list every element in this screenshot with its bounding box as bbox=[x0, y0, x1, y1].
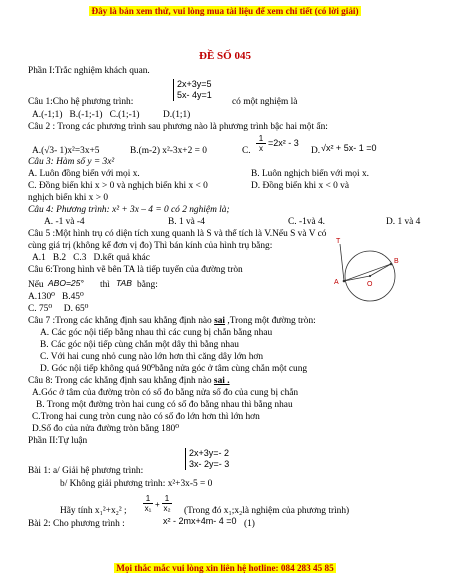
q1-eq2: 5x- 4y=1 bbox=[177, 90, 212, 100]
q6-line2-angle: ABO=25° bbox=[48, 278, 84, 288]
q7-text: Câu 7 :Trong các khẳng định sau khẳng định nào sai ,Trong một đường tròn: bbox=[28, 316, 316, 326]
q6-options-2: C. 75⁰ D. 65⁰ bbox=[28, 304, 89, 314]
figure-label-a: A bbox=[334, 279, 339, 286]
b1-part-c-b: (Trong đó x₁;x₂là nghiệm của phương trình) bbox=[184, 506, 350, 516]
q5-line2: cùng giá trị (không kể đơn vị đo) Thì bán kính của hình trụ bằng: bbox=[28, 241, 273, 251]
part2-heading: Phần II:Tự luận bbox=[28, 436, 88, 446]
document-title: ĐỀ SỐ 045 bbox=[199, 50, 251, 62]
figure-radius-bo bbox=[370, 264, 391, 276]
q6-line2-thi: thì bbox=[100, 280, 110, 290]
q8-option-d: D.Số đo của nửa đường tròn bằng 180⁰ bbox=[32, 424, 179, 434]
q8-option-c: C.Trong hai cung tròn cung nào có số đo lớn hơn thì lớn hơn bbox=[32, 412, 260, 422]
q2-text: Câu 2 : Trong các phương trình sau phương nào là phương trình bậc hai một ẩn: bbox=[28, 122, 328, 132]
q4-text: Câu 4: Phương trình: x² + 3x – 4 = 0 có 2 nghiệm là; bbox=[28, 205, 230, 215]
q6-options-1: A.130⁰ B.45⁰ bbox=[28, 292, 84, 302]
q4-option-a: A. -1 và -4 bbox=[44, 217, 85, 227]
q8-text: Câu 8: Trong các khẳng định sau khẳng định nào sai . bbox=[28, 376, 230, 386]
q7-option-d: D. Góc nội tiếp không quá 90⁰bằng nửa góc ở tâm cùng chắn một cung bbox=[40, 364, 308, 374]
q2-option-a: A.(√3- 1)x²=3x+5 bbox=[32, 146, 100, 156]
q5-options: A.1 B.2 C.3 D.kết quả khác bbox=[32, 253, 150, 263]
q5-line1: Câu 5 :Một hình trụ có diện tích xung quanh là S và thể tích là V.Nếu S và V có bbox=[28, 229, 327, 239]
figure-tangent-line bbox=[340, 244, 344, 281]
q6-line2-a: Nếu bbox=[28, 280, 44, 290]
q4-option-d: D. 1 và 4 bbox=[386, 217, 421, 227]
q3-option-d1: D. Đồng biến khi x < 0 và bbox=[251, 181, 349, 191]
b2-tag: (1) bbox=[244, 519, 255, 529]
q6-line2-tab: TAB bbox=[116, 278, 132, 288]
b1-part-b: b/ Không giải phương trình: x²+3x-5 = 0 bbox=[60, 479, 213, 489]
b1-frac-plus: + bbox=[155, 500, 160, 509]
b1-text: Bài 1: a/ Giải hệ phương trình: bbox=[28, 466, 144, 476]
q7-option-b: B. Các góc nội tiếp cùng chắn một dây thì bằng nhau bbox=[40, 340, 239, 350]
b1-frac-2: $\frac{1}{\text{x₂}}$ bbox=[163, 494, 171, 513]
q2-option-c-rest: =2x² - 3 bbox=[268, 138, 299, 148]
q8-option-b: B. Trong một đường tròn hai cung có số đo bằng nhau thì bằng nhau bbox=[36, 400, 293, 410]
part1-heading: Phần I:Trắc nghiệm khách quan. bbox=[28, 66, 150, 76]
q3-option-d2: nghịch biến khi x > 0 bbox=[28, 193, 109, 203]
q1-eq1: 2x+3y=5 bbox=[177, 79, 212, 89]
footer-banner: Mọi thắc mắc vui lòng xin liên hệ hotline: 084 283 45 85 bbox=[116, 563, 334, 573]
q2-option-c-fraction: $\frac{1}{x}$ bbox=[256, 134, 266, 153]
q2-option-c-label: C. bbox=[242, 146, 251, 156]
q1-system bbox=[173, 79, 212, 101]
figure-label-b: B bbox=[394, 258, 399, 265]
q6-tangent-figure bbox=[330, 234, 404, 308]
figure-label-o: O bbox=[367, 281, 373, 288]
b1-part-c-a: Hãy tính x₁²+x₂² ; bbox=[60, 506, 127, 516]
q3-option-b: B. Luôn nghịch biến với mọi x. bbox=[251, 169, 369, 179]
q3-option-c: C. Đồng biến khi x > 0 và nghịch biến khi x < 0 bbox=[28, 181, 208, 191]
q6-line2-bang: bằng: bbox=[137, 280, 158, 290]
q4-option-c: C. -1và 4. bbox=[288, 217, 325, 227]
b2-text: Bài 2: Cho phương trình : bbox=[28, 519, 125, 529]
q2-option-d-expr: √x² + 5x- 1 =0 bbox=[321, 143, 377, 153]
q8-option-a: A.Góc ở tâm của đường tròn có số đo bằng nửa số đo của cung bị chắn bbox=[32, 388, 299, 398]
q3-option-a: A. Luôn đồng biến với mọi x. bbox=[28, 169, 140, 179]
q2-option-d-label: D. bbox=[311, 146, 321, 156]
b1-eq2: 3x- 2y=- 3 bbox=[189, 459, 230, 469]
q4-option-b: B. 1 và -4 bbox=[168, 217, 205, 227]
header-banner: Đây là bản xem thử, vui lòng mua tài liệu để xem chi tiết (có lời giải) bbox=[91, 6, 359, 16]
figure-label-t: T bbox=[336, 238, 341, 245]
b2-equation: x² - 2mx+4m- 4 =0 bbox=[163, 516, 237, 526]
q1-prefix: Câu 1:Cho hệ phương trình: bbox=[28, 97, 134, 107]
figure-chord-ab bbox=[344, 264, 391, 281]
q2-option-b: B.(m-2) x²-3x+2 = 0 bbox=[130, 146, 207, 156]
q7-option-a: A. Các góc nội tiếp bằng nhau thì các cung bị chắn bằng nhau bbox=[40, 328, 273, 338]
q7-option-c: C. Với hai cung nhỏ cung nào lớn hơn thì căng dây lớn hơn bbox=[40, 352, 264, 362]
q3-text: Câu 3: Hàm số y = 3x² bbox=[28, 157, 115, 167]
b1-frac-1: $\frac{1}{\text{x₁}}$ bbox=[144, 494, 152, 513]
q1-options: A.(-1;1) B.(-1;-1) C.(1;-1) D.(1;1) bbox=[32, 110, 191, 120]
q6-text: Câu 6:Trong hình vẽ bên TA là tiếp tuyến của đường tròn bbox=[28, 265, 243, 275]
b1-system bbox=[185, 448, 229, 470]
b1-eq1: 2x+3y=- 2 bbox=[189, 448, 230, 458]
q1-suffix: có một nghiệm là bbox=[232, 97, 298, 107]
